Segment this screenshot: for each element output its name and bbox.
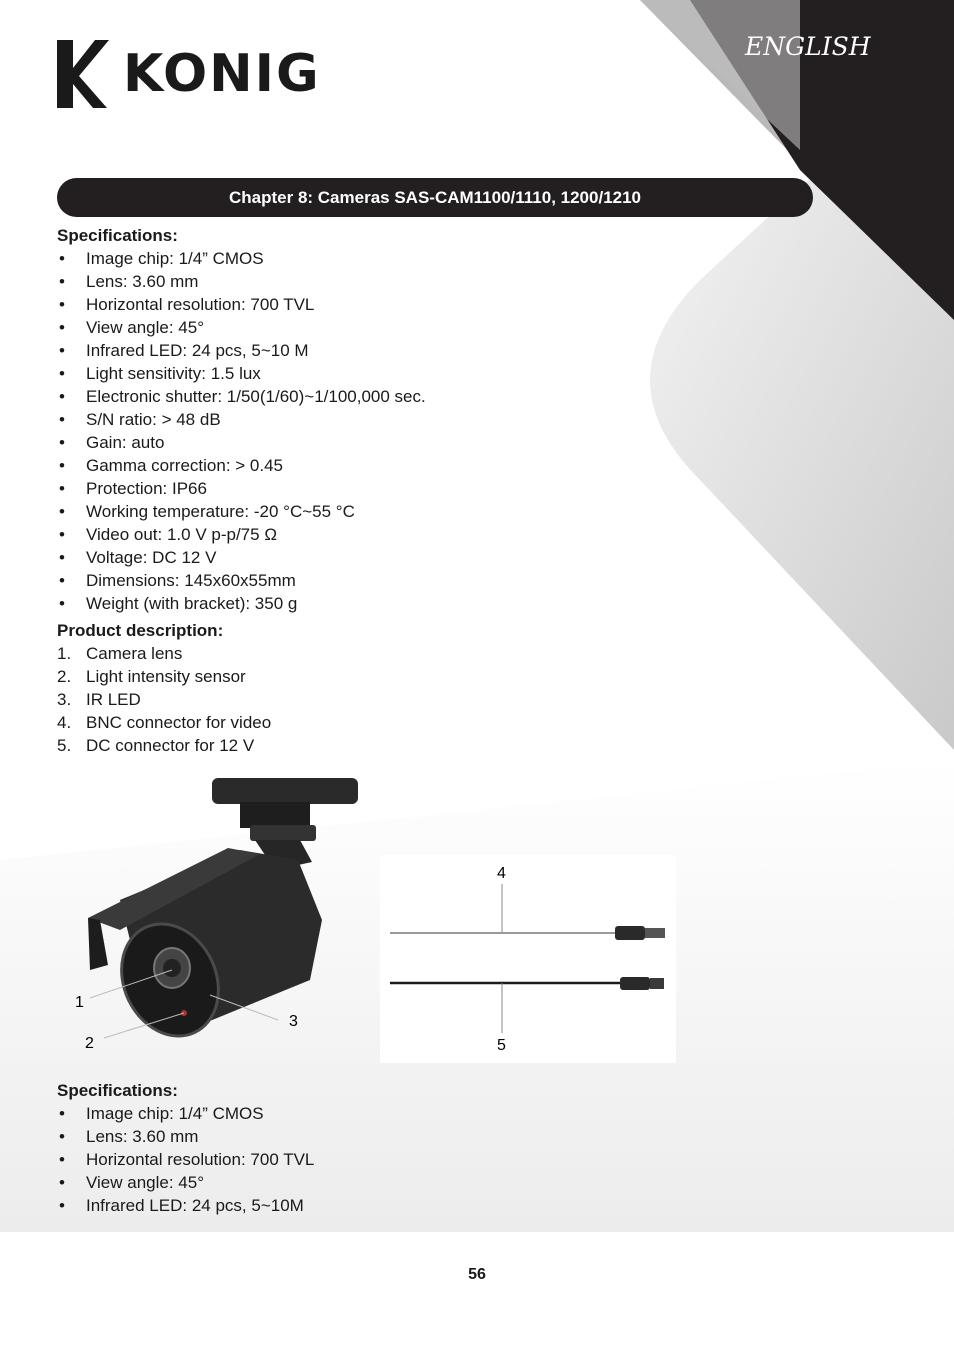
main-content [57,224,617,757]
chapter-title-bar [57,178,813,217]
list-item: • Lens: 3.60 mm [59,272,199,291]
brand-name: KONIG [123,44,321,104]
list-item: • Video out: 1.0 V p-p/75 Ω [59,525,278,544]
list-item: • Horizontal resolution: 700 TVL [59,1150,315,1169]
list-item: 3. IR LED [57,690,141,709]
list-item: • Image chip: 1/4” CMOS [59,1104,264,1123]
list-item: • S/N ratio: > 48 dB [59,410,221,429]
bullet: • [59,341,65,360]
bullet: • [59,249,65,268]
bullet: • [59,571,65,590]
bullet: • [59,364,65,383]
page-number: 56 [468,1266,486,1283]
konig-logo-mark [57,40,109,110]
list-item: • Horizontal resolution: 700 TVL [59,295,315,314]
bullet: • [59,387,65,406]
specifications-list [57,247,617,615]
list-item: • Voltage: DC 12 V [59,548,217,567]
bullet: • [59,1196,65,1215]
list-item: • Light sensitivity: 1.5 lux [59,364,261,383]
chapter-title: Chapter 8: Cameras SAS-CAM1100/1110, 1200/1210 [228,187,642,207]
bullet: • [59,479,65,498]
bullet: • [59,548,65,567]
product-description-list [57,642,617,757]
list-item: • Image chip: 1/4” CMOS [59,249,264,268]
specifications-list [57,1102,617,1217]
bullet: • [59,318,65,337]
camera-illustration [60,770,680,1065]
list-item: • Lens: 3.60 mm [59,1127,199,1146]
bullet: • [59,1127,65,1146]
figure-label-5: 5 [497,1037,506,1054]
language-label: ENGLISH [745,32,871,61]
list-item: • View angle: 45° [59,1173,205,1192]
list-item: • Protection: IP66 [59,479,207,498]
list-item: 5. DC connector for 12 V [57,736,255,755]
figure-label-3: 3 [289,1013,298,1030]
product-description-title: Product description: [57,621,224,640]
specifications-title: Specifications: [57,226,178,245]
specifications-title: Specifications: [57,1081,178,1100]
bullet: • [59,433,65,452]
bullet: • [59,1173,65,1192]
list-item: • Dimensions: 145x60x55mm [59,571,296,590]
bullet: • [59,502,65,521]
figure-label-4: 4 [497,865,506,882]
konig-logo [57,40,319,110]
specifications-2-section [57,1079,617,1217]
bullet: • [59,1150,65,1169]
figure-label-1: 1 [75,994,84,1011]
bullet: • [59,272,65,291]
camera-figure [60,770,680,1065]
bullet: • [59,1104,65,1123]
list-item: • Weight (with bracket): 350 g [59,594,298,613]
bullet: • [59,456,65,475]
bullet: • [59,295,65,314]
list-item: • Infrared LED: 24 pcs, 5~10 M [59,341,309,360]
list-item: 1. Camera lens [57,644,183,663]
bullet: • [59,410,65,429]
list-item: • Gain: auto [59,433,165,452]
list-item: • Gamma correction: > 0.45 [59,456,284,475]
bullet: • [59,525,65,544]
list-item: 2. Light intensity sensor [57,667,246,686]
list-item: • View angle: 45° [59,318,205,337]
bullet: • [59,594,65,613]
list-item: • Electronic shutter: 1/50(1/60)~1/100,000 sec. [59,387,426,406]
figure-label-2: 2 [85,1035,94,1052]
list-item: • Infrared LED: 24 pcs, 5~10M [59,1196,304,1215]
list-item: 4. BNC connector for video [57,713,272,732]
list-item: • Working temperature: -20 °C~55 °C [59,502,355,521]
